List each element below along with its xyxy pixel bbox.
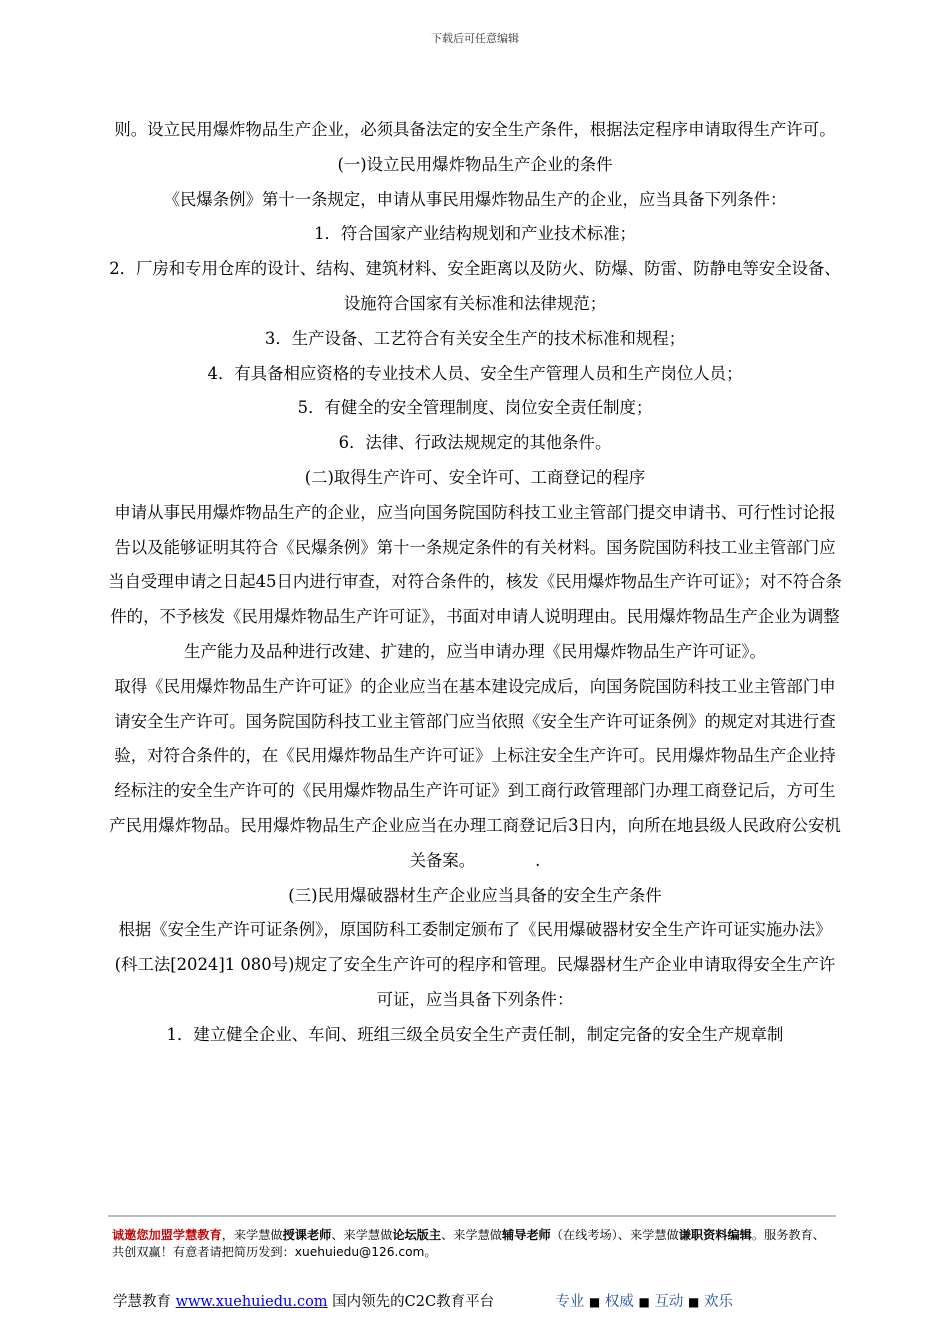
list-item: 4．有具备相应资格的专业技术人员、安全生产管理人员和生产岗位人员； <box>207 363 743 383</box>
paragraph: 根据《安全生产许可证条例》，原国防科工委制定颁布了《民用爆破器材安全生产许可证实施办法》(科工法[2024]1 080号)规定了安全生产许可的程序和管理。民爆器材生产企业申请取得安全生产许可证，应当具备下列条件： <box>114 920 836 1009</box>
list-item: 5．有健全的安全管理制度、岗位安全责任制度； <box>297 398 653 418</box>
paragraph: 则。设立民用爆炸物品生产企业，必须具备法定的安全生产条件，根据法定程序申请取得生产许可。 <box>114 120 836 139</box>
paragraph: 《民爆条例》第十一条规定，申请从事民用爆炸物品生产的企业，应当具备下列条件： <box>163 189 787 209</box>
square-icon: ■ <box>688 1295 700 1309</box>
list-item: 6．法律、行政法规规定的其他条件。 <box>338 433 612 453</box>
tag-interactive: 互动 <box>654 1294 684 1310</box>
square-icon: ■ <box>588 1295 601 1309</box>
dot-mark: . <box>535 850 541 870</box>
tag-professional: 专业 <box>555 1294 585 1310</box>
section-heading: (一)设立民用爆炸物品生产企业的条件 <box>337 154 613 174</box>
list-item: 1．建立健全企业、车间、班组三级全员安全生产责任制，制定完备的安全生产规章制 <box>166 1024 784 1044</box>
paragraph: 取得《民用爆炸物品生产许可证》的企业应当在基本建设完成后，向国务院国防科技工业主管部门申请安全生产许可。国务院国防科技工业主管部门应当依照《安全生产许可证条例》的规定对其进行查验，对符合条件的，在《民用爆炸物品生产许可证》上标注安全生产许可。民用爆炸物品生产企业持经标注的安全生产许可的《民用爆炸物品生产许可证》到工商行政管理部门办理工商登记后，方可生产民用爆炸物品。民用爆炸物品生产企业应当在办理工商登记后3日内，向所在地县级人民政府公安机关备案。 . <box>109 676 841 870</box>
section-heading: (三)民用爆破器材生产企业应当具备的安全生产条件 <box>288 885 662 905</box>
document-body <box>108 113 842 1053</box>
section-heading: (二)取得生产许可、安全许可、工商登记的程序 <box>304 467 646 487</box>
footer-divider <box>108 1215 836 1217</box>
list-item: 2．厂房和专用仓库的设计、结构、建筑材料、安全距离以及防火、防爆、防雷、防静电等安全设备、设施符合国家有关标准和法律规范； <box>109 259 841 313</box>
footer-bottom <box>113 1292 853 1312</box>
site-link[interactable]: www.xuehuiedu.com <box>175 1294 328 1310</box>
brand-name: 学慧教育 <box>113 1294 171 1310</box>
footer-notice: 诚邀您加盟学慧教育，来学慧做授课老师、来学慧做论坛版主、来学慧做辅导老师（在线考场）、来学慧做谦职资料编辑。服务教育、共创双赢！有意者请把简历发到：xuehuiedu@126.com。 <box>112 1228 825 1259</box>
page-header: 下载后可任意编辑 <box>431 32 519 45</box>
square-icon: ■ <box>638 1295 650 1309</box>
tag-joy: 欢乐 <box>704 1294 733 1310</box>
tag-authority: 权威 <box>604 1294 634 1310</box>
paragraph: 申请从事民用爆炸物品生产的企业，应当向国务院国防科技工业主管部门提交申请书、可行性讨论报告以及能够证明其符合《民爆条例》第十一条规定条件的有关材料。国务院国防科技工业主管部门应当自受理申请之日起45日内进行审查，对符合条件的，核发《民用爆炸物品生产许可证》；对不符合条件的，不予核发《民用爆炸物品生产许可证》，书面对申请人说明理由。民用爆炸物品生产企业为调整生产能力及品种进行改建、扩建的，应当申请办理《民用爆炸物品生产许可证》。 <box>108 502 842 661</box>
slogan: 国内领先的C2C教育平台 <box>332 1294 495 1310</box>
list-item: 3．生产设备、工艺符合有关安全生产的技术标准和规程； <box>264 328 686 348</box>
list-item: 1．符合国家产业结构规划和产业技术标准； <box>314 224 636 244</box>
